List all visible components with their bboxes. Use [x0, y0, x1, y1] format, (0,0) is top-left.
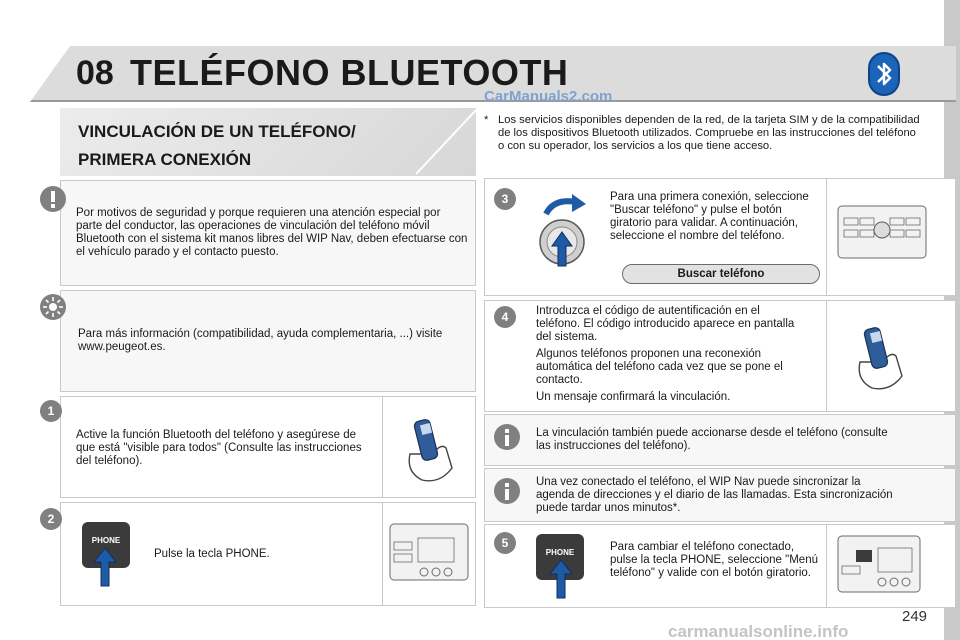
- radio-panel-icon: [838, 206, 928, 262]
- section-title-line2: PRIMERA CONEXIÓN: [78, 150, 252, 169]
- step2-text: Pulse la tecla PHONE.: [154, 548, 270, 560]
- footnote-text: Los servicios disponibles dependen de la red, de la tarjeta SIM y de la compatibilidad de los dispositivos Bluetooth utilizados. Compruebe en las instrucciones del teléfono o con su operador, los servicios a los que tiene acceso.: [498, 114, 920, 152]
- rotary-knob-icon: [532, 192, 592, 272]
- step-number-3: 3: [494, 188, 516, 210]
- radio-panel-icon: [390, 524, 470, 584]
- sun-icon: [40, 294, 66, 320]
- section-title-line1: VINCULACIÓN DE UN TELÉFONO/: [78, 122, 356, 141]
- bluetooth-icon: [868, 52, 900, 96]
- step5-text: Para cambiar el teléfono conectado, pulse la tecla PHONE, seleccione "Menú teléfono" y valide con el botón giratorio.: [610, 541, 818, 579]
- info-text-1: La vinculación también puede accionarse desde el teléfono (consulte las instrucciones del teléfono).: [536, 427, 888, 452]
- watermark-bottom: carmanualsonline.info: [668, 622, 849, 640]
- step-number-4: 4: [494, 306, 516, 328]
- warning-text: Por motivos de seguridad y porque requieren una atención especial por parte del conductor, las operaciones de vinculación del teléfono móvil Bluetooth con el sistema kit manos libres del WIP Nav, deben efectuarse con el vehículo parado y el contacto puesto.: [76, 207, 468, 258]
- tip-text: Para más información (compatibilidad, ayuda complementaria, ...) visite www.peugeot.es.: [78, 328, 443, 353]
- phone-hand-icon: [852, 322, 912, 392]
- radio-panel-icon: [838, 536, 922, 596]
- step5-divider: [826, 524, 827, 608]
- phone-key-label: PHONE: [91, 536, 121, 545]
- step4-text: [536, 305, 806, 408]
- phone-hand-icon: [402, 414, 462, 484]
- exclamation-icon: [40, 186, 66, 212]
- info-icon: [494, 478, 520, 504]
- arrow-icon: [550, 560, 572, 600]
- search-phone-button[interactable]: Buscar teléfono: [622, 264, 820, 284]
- step1-text: Active la función Bluetooth del teléfono y asegúrese de que está "visible para todos" (Consulte las instrucciones del teléfono).: [76, 429, 362, 467]
- step4-paragraph-1: Introduzca el código de autentificación en el teléfono. El código introducido aparece en pantalla del sistema.: [536, 305, 795, 343]
- step4-paragraph-3: Un mensaje confirmará la vinculación.: [536, 391, 731, 403]
- step4-paragraph-2: Algunos teléfonos proponen una reconexión automática del teléfono cada vez que se pone el contacto.: [536, 348, 783, 386]
- info-text-2: Una vez conectado el teléfono, el WIP Nav puede sincronizar la agenda de direcciones y el diario de las llamadas. Esta sincronización puede tardar unos minutos*.: [536, 476, 893, 514]
- step-number-5: 5: [494, 532, 516, 554]
- step-number-2: 2: [40, 508, 62, 530]
- watermark-top: CarManuals2.com: [484, 88, 613, 105]
- info-icon: [494, 424, 520, 450]
- step1-divider: [382, 396, 383, 498]
- footnote: [484, 114, 924, 153]
- page-number: 249: [902, 608, 928, 625]
- phone-key-label: PHONE: [545, 548, 575, 557]
- header-notch: [30, 46, 70, 102]
- step3-text: Para una primera conexión, seleccione "Buscar teléfono" y pulse el botón giratorio para validar. A continuación, seleccione el nombre del teléfono.: [610, 191, 809, 242]
- step3-divider: [826, 178, 827, 296]
- step-number-1: 1: [40, 400, 62, 422]
- page-title: TELÉFONO BLUETOOTH: [130, 52, 569, 93]
- step2-divider: [382, 502, 383, 606]
- chapter-number: 08: [76, 54, 114, 92]
- arrow-icon: [94, 548, 116, 588]
- section-title: [78, 118, 468, 174]
- footnote-marker: *: [484, 114, 489, 126]
- step4-divider: [826, 300, 827, 412]
